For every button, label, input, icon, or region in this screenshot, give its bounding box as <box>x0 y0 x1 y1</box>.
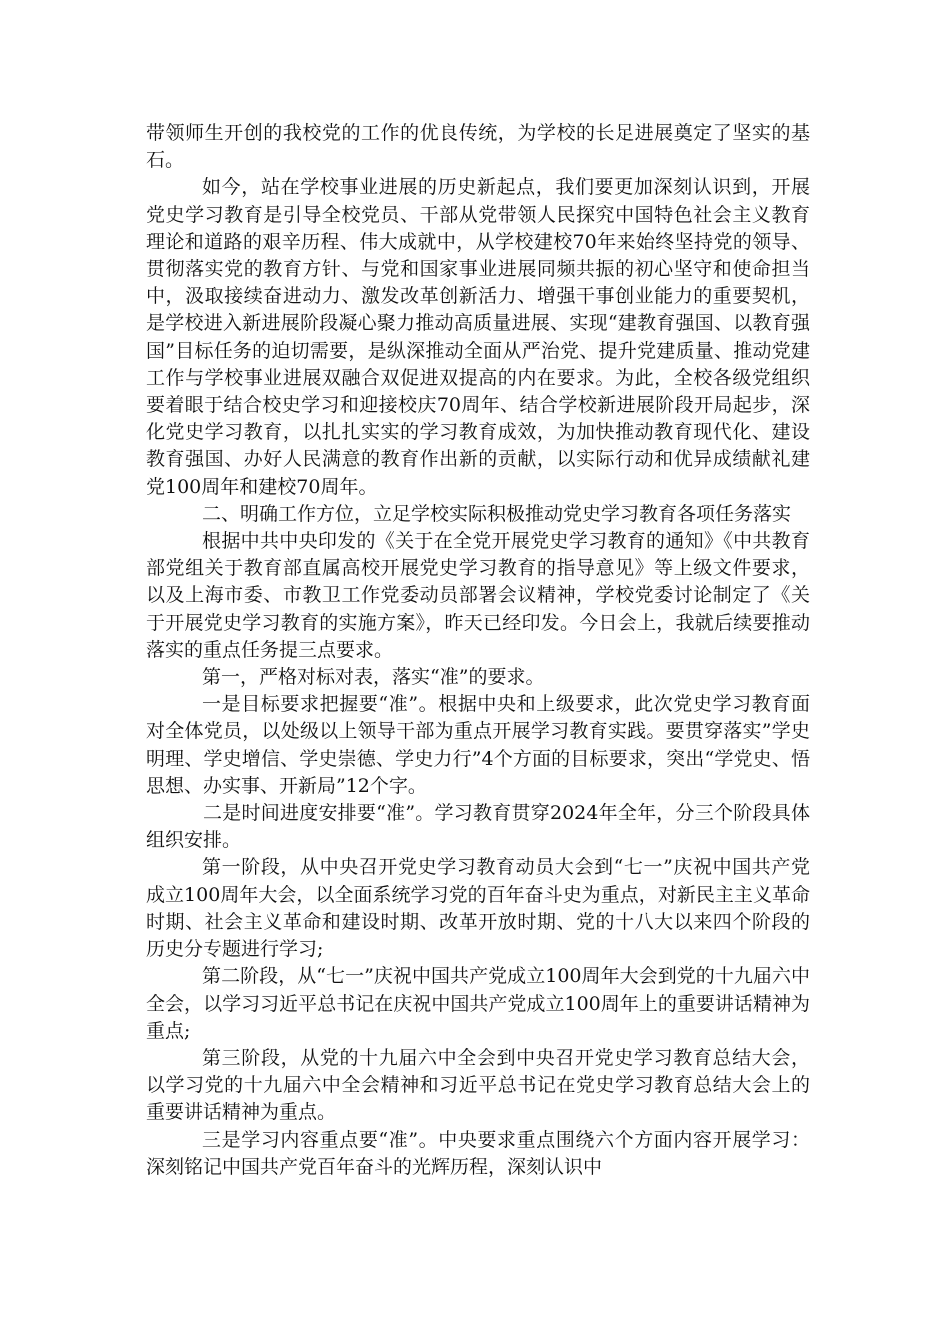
paragraph-schedule: 二是时间进度安排要“准”。学习教育贯穿2024年全年，分三个阶段具体组织安排。 <box>146 802 810 852</box>
paragraph-stage-one: 第一阶段，从中央召开党史学习教育动员大会到“七一”庆祝中国共产党成立100周年大会，以全面系统学习党的百年奋斗史为重点，对新民主主义革命时期、社会主义革命和建设时期、改革开放时期、党的十八大以来四个阶段的历史分专题进行学习; <box>146 856 810 961</box>
paragraph-content-focus: 三是学习内容重点要“准”。中央要求重点围绕六个方面内容开展学习：深刻铭记中国共产党百年奋斗的光辉历程，深刻认识中 <box>146 1128 810 1178</box>
paragraph-first-requirement: 第一，严格对标对表，落实“准”的要求。 <box>202 666 545 689</box>
paragraph-plan: 根据中共中央印发的《关于在全党开展党史学习教育的通知》《中共教育部党组关于教育部直属高校开展党史学习教育的指导意见》等上级文件要求，以及上海市委、市教卫工作党委动员部署会议精神，学校党委讨论制定了《关于开展党史学习教育的实施方案》，昨天已经印发。今日会上，我就后续要推动落实的重点任务提三点要求。 <box>146 530 810 661</box>
document-page <box>146 120 810 1181</box>
paragraph-goal-requirement: 一是目标要求把握要“准”。根据中央和上级要求，此次党史学习教育面对全体党员，以处级以上领导干部为重点开展学习教育实践。要贯穿落实”学史明理、学史增信、学史崇德、学史力行”4个方面的目标要求，突出“学党史、悟思想、办实事、开新局”12个字。 <box>146 693 810 797</box>
section-heading-two: 二、明确工作方位，立足学校实际积极推动党史学习教育各项任务落实 <box>202 502 792 525</box>
paragraph-stage-two: 第二阶段，从“七一”庆祝中国共产党成立100周年大会到党的十九届六中全会，以学习习近平总书记在庆祝中国共产党成立100周年上的重要讲话精神为重点; <box>146 965 810 1042</box>
paragraph-stage-three: 第三阶段，从党的十九届六中全会到中央召开党史学习教育总结大会，以学习党的十九届六中全会精神和习近平总书记在党史学习教育总结大会上的重要讲话精神为重点。 <box>146 1046 810 1124</box>
paragraph-intro-continuation: 带领师生开创的我校党的工作的优良传统，为学校的长足进展奠定了坚实的基石。 <box>146 122 810 172</box>
paragraph-significance: 如今，站在学校事业进展的历史新起点，我们要更加深刻认识到，开展党史学习教育是引导全校党员、干部从党带领人民探究中国特色社会主义教育理论和道路的艰辛历程、伟大成就中，从学校建校70年来始终坚持党的领导、贯彻落实党的教育方针、与党和国家事业进展同频共振的初心坚守和使命担当中，汲取接续奋进动力、激发改革创新活力、增强干事创业能力的重要契机，是学校进入新进展阶段凝心聚力推动高质量进展、实现“建教育强国、以教育强国”目标任务的迫切需要，是纵深推动全面从严治党、提升党建质量、推动党建工作与学校事业进展双融合双促进双提高的内在要求。为此，全校各级党组织要着眼于结合校史学习和迎接校庆70周年、结合学校新进展阶段开局起步，深化党史学习教育，以扎扎实实的学习教育成效，为加快推动教育现代化、建设教育强国、办好人民满意的教育作出新的贡献，以实际行动和优异成绩献礼建党100周年和建校70周年。 <box>146 176 810 498</box>
